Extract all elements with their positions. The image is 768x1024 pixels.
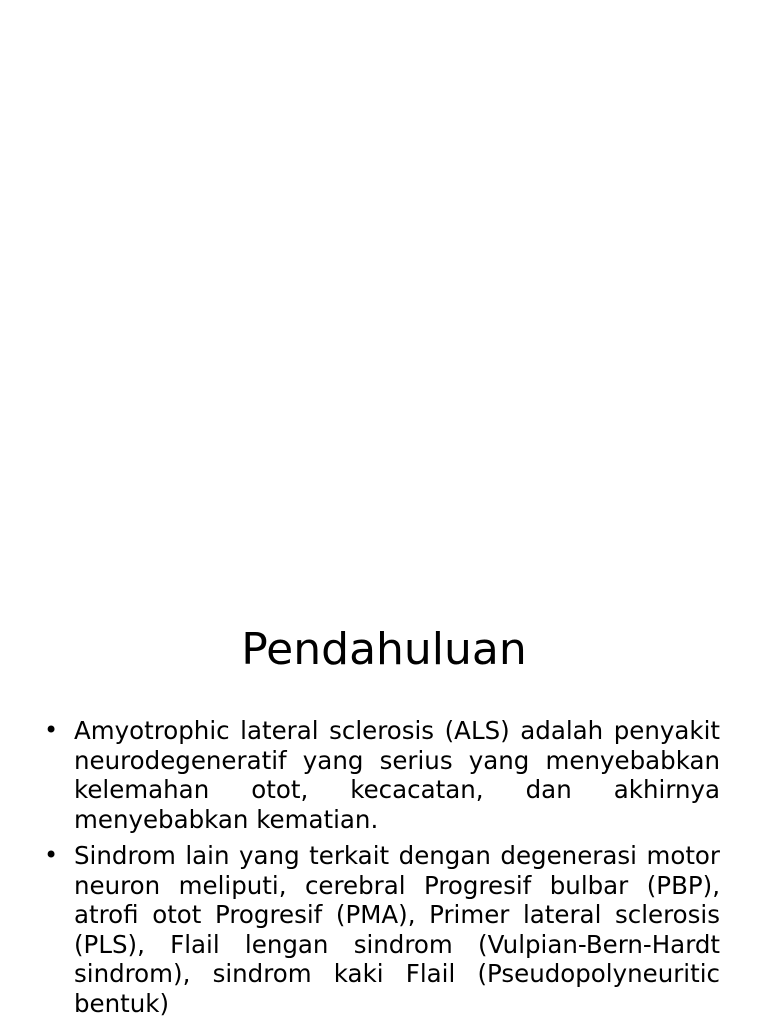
bullet-text: Amyotrophic lateral sclerosis (ALS) adalah penyakit neurodegeneratif yang serius yang menyebabkan kelemahan otot, kecacatan, dan akhirnya menyebabkan kematian. xyxy=(74,716,720,834)
bullet-item-syndromes xyxy=(44,841,720,1018)
bullet-icon: • xyxy=(44,716,59,744)
slide-title: Pendahuluan xyxy=(241,624,527,675)
bullet-icon: • xyxy=(44,841,59,869)
bullet-text: Sindrom lain yang terkait dengan degenerasi motor neuron meliputi, cerebral Progresif bulbar (PBP), atrofi otot Progresif (PMA), Primer lateral sclerosis (PLS), Flail lengan sindrom (Vulpian-Bern-Hardt sindrom), sindrom kaki Flail (Pseudopolyneuritic bentuk) xyxy=(74,841,720,1018)
bullet-list xyxy=(44,716,720,1024)
bullet-item-als xyxy=(44,716,720,834)
